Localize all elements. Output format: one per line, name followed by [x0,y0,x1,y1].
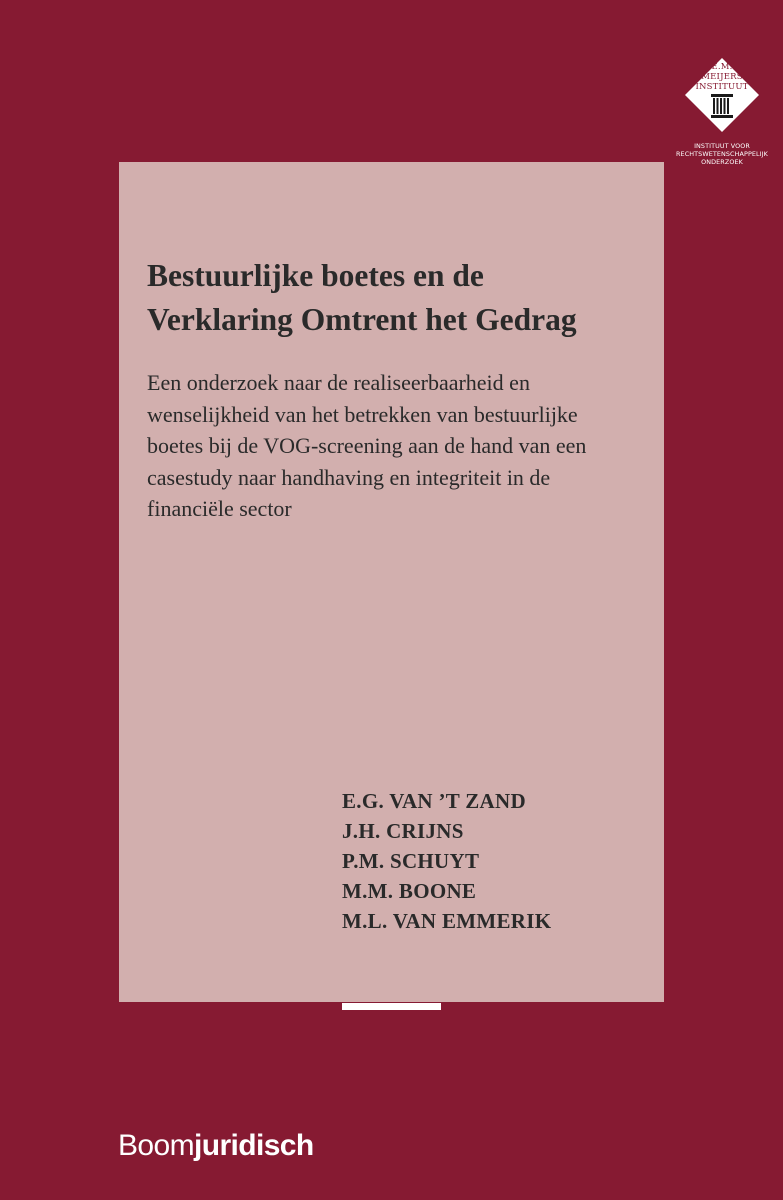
logo-caption-line-2: RECHTSWETENSCHAPPELIJK [676,150,768,158]
author-name: J.H. CRIJNS [342,819,464,843]
author-name: E.G. VAN ’T ZAND [342,789,526,813]
logo-caption-line-3: ONDERZOEK [701,158,743,166]
subtitle-line-2: wenselijkheid van het betrekken van bestuurlijke [147,401,578,427]
publisher-logo [118,1126,314,1166]
author-name: P.M. SCHUYT [342,849,480,873]
book-title-line-1: Bestuurlijke boetes en de [147,258,484,293]
meijers-institute-logo [672,52,772,170]
accent-bar [342,1003,441,1010]
author-name: M.L. VAN EMMERIK [342,909,552,933]
subtitle-line-5: financiële sector [147,496,292,521]
logo-line-1: E.M. [711,62,733,72]
logo-line-2: MEIJERS [701,72,743,82]
author-list [342,786,652,936]
book-subtitle [147,367,657,525]
book-title-line-2: Verklaring Omtrent het Gedrag [147,302,577,337]
title-panel [119,162,664,1002]
publisher-name-boom: Boom [118,1129,194,1162]
subtitle-line-3: boetes bij de VOG-screening aan de hand van een [147,433,587,458]
logo-institute-name [672,56,772,92]
subtitle-line-4: casestudy naar handhaving en integriteit in de [147,464,551,490]
logo-caption-line-1: INSTITUUT VOOR [694,142,750,150]
subtitle-line-1: Een onderzoek naar de realiseerbaarheid en [147,370,530,395]
logo-institute-caption [672,142,772,166]
logo-line-3: INSTITUUT [695,82,749,92]
publisher-name-juridisch: juridisch [193,1129,314,1162]
book-title [147,254,657,342]
author-name: M.M. BOONE [342,879,477,903]
